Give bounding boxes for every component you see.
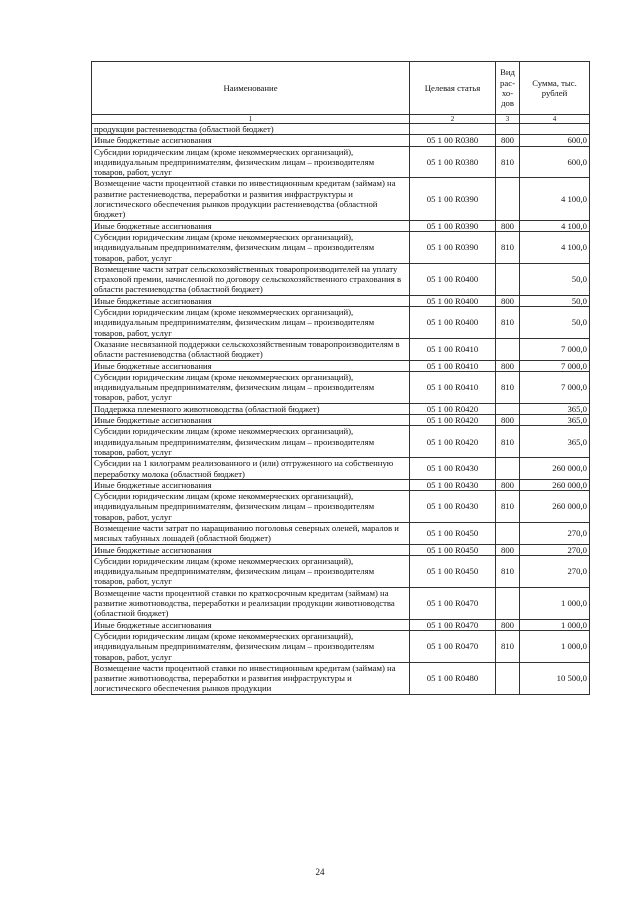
table-row — [92, 146, 590, 178]
cell-sum: 600,0 — [520, 146, 590, 178]
table-row — [92, 491, 590, 523]
cell-code: 05 1 00 R0420 — [410, 426, 496, 458]
cell-type: 800 — [496, 619, 520, 630]
cell-code: 05 1 00 R0410 — [410, 338, 496, 360]
table-row — [92, 360, 590, 371]
budget-table — [91, 61, 590, 695]
cell-sum: 260 000,0 — [520, 491, 590, 523]
cell-code: 05 1 00 R0450 — [410, 555, 496, 587]
table-body — [92, 124, 590, 695]
cell-name: Оказание несвязанной поддержки сельскохозяйственным товаропроизводителям в области растениеводства (областной бюджет) — [92, 338, 410, 360]
cell-type: 810 — [496, 371, 520, 403]
cell-sum: 7 000,0 — [520, 371, 590, 403]
cell-name: Иные бюджетные ассигнования — [92, 544, 410, 555]
cell-sum: 365,0 — [520, 403, 590, 414]
column-number: 1 — [92, 115, 410, 124]
cell-type: 800 — [496, 135, 520, 146]
cell-code: 05 1 00 R0400 — [410, 307, 496, 339]
header-name: Наименование — [92, 62, 410, 115]
cell-type: 800 — [496, 544, 520, 555]
cell-name: Возмещение части затрат сельскохозяйственных товаропроизводителей на уплату страховой премии, начисленной по договору сельскохозяйственного страхования в области растениеводства (областной бюджет) — [92, 263, 410, 295]
cell-code: 05 1 00 R0390 — [410, 231, 496, 263]
column-number: 3 — [496, 115, 520, 124]
cell-type — [496, 178, 520, 220]
cell-name: Субсидии юридическим лицам (кроме некоммерческих организаций), индивидуальным предпринимателям, физическим лицам – производителям товаров, работ, услуг — [92, 555, 410, 587]
cell-name: Субсидии юридическим лицам (кроме некоммерческих организаций), индивидуальным предпринимателям, физическим лицам – производителям товаров, работ, услуг — [92, 426, 410, 458]
cell-sum: 50,0 — [520, 295, 590, 306]
table-row — [92, 544, 590, 555]
cell-type: 810 — [496, 630, 520, 662]
cell-name: Возмещение части затрат по наращиванию поголовья северных оленей, маралов и мясных табунных лошадей (областной бюджет) — [92, 522, 410, 544]
cell-sum: 4 100,0 — [520, 231, 590, 263]
header-sum: Сумма, тыс. рублей — [520, 62, 590, 115]
cell-code: 05 1 00 R0420 — [410, 403, 496, 414]
cell-type: 810 — [496, 555, 520, 587]
cell-sum: 270,0 — [520, 555, 590, 587]
cell-name: Возмещение части процентной ставки по краткосрочным кредитам (займам) на развитие животноводства, переработки и реализации продукции животноводства (областной бюджет) — [92, 587, 410, 619]
page-number: 24 — [315, 867, 325, 877]
cell-sum — [520, 124, 590, 135]
cell-code: 05 1 00 R0380 — [410, 146, 496, 178]
cell-type: 810 — [496, 491, 520, 523]
cell-sum: 270,0 — [520, 522, 590, 544]
cell-code: 05 1 00 R0380 — [410, 135, 496, 146]
cell-name: Иные бюджетные ассигнования — [92, 220, 410, 231]
cell-type — [496, 662, 520, 694]
cell-name: Субсидии юридическим лицам (кроме некоммерческих организаций), индивидуальным предпринимателям, физическим лицам – производителям товаров, работ, услуг — [92, 630, 410, 662]
cell-code — [410, 124, 496, 135]
cell-name: Субсидии на 1 килограмм реализованного и (или) отгруженного на собственную переработку молока (областной бюджет) — [92, 458, 410, 480]
table-row — [92, 630, 590, 662]
cell-type: 800 — [496, 415, 520, 426]
cell-name: Иные бюджетные ассигнования — [92, 479, 410, 490]
cell-sum: 365,0 — [520, 415, 590, 426]
cell-sum: 260 000,0 — [520, 458, 590, 480]
cell-sum: 600,0 — [520, 135, 590, 146]
cell-sum: 50,0 — [520, 307, 590, 339]
table-row — [92, 178, 590, 220]
cell-name: Иные бюджетные ассигнования — [92, 135, 410, 146]
table-row — [92, 371, 590, 403]
table-row — [92, 619, 590, 630]
cell-type — [496, 587, 520, 619]
table-row — [92, 479, 590, 490]
cell-type — [496, 522, 520, 544]
column-number: 4 — [520, 115, 590, 124]
cell-code: 05 1 00 R0430 — [410, 458, 496, 480]
table-row — [92, 415, 590, 426]
table-row — [92, 426, 590, 458]
table-row — [92, 220, 590, 231]
cell-code: 05 1 00 R0410 — [410, 360, 496, 371]
cell-type — [496, 403, 520, 414]
cell-code: 05 1 00 R0450 — [410, 544, 496, 555]
table-row — [92, 307, 590, 339]
table-row — [92, 231, 590, 263]
cell-type: 810 — [496, 426, 520, 458]
table-row — [92, 522, 590, 544]
table-header — [92, 62, 590, 124]
column-number: 2 — [410, 115, 496, 124]
cell-code: 05 1 00 R0410 — [410, 371, 496, 403]
cell-type — [496, 458, 520, 480]
cell-name: продукции растениеводства (областной бюджет) — [92, 124, 410, 135]
cell-type: 810 — [496, 231, 520, 263]
cell-code: 05 1 00 R0400 — [410, 295, 496, 306]
cell-sum: 365,0 — [520, 426, 590, 458]
table-row — [92, 263, 590, 295]
cell-sum: 4 100,0 — [520, 220, 590, 231]
table-row — [92, 124, 590, 135]
cell-name: Субсидии юридическим лицам (кроме некоммерческих организаций), индивидуальным предпринимателям, физическим лицам – производителям товаров, работ, услуг — [92, 371, 410, 403]
cell-sum: 4 100,0 — [520, 178, 590, 220]
table-row — [92, 662, 590, 694]
cell-type: 810 — [496, 146, 520, 178]
cell-sum: 7 000,0 — [520, 338, 590, 360]
cell-code: 05 1 00 R0470 — [410, 619, 496, 630]
cell-sum: 260 000,0 — [520, 479, 590, 490]
cell-name: Субсидии юридическим лицам (кроме некоммерческих организаций), индивидуальным предпринимателям, физическим лицам – производителям товаров, работ, услуг — [92, 231, 410, 263]
cell-sum: 1 000,0 — [520, 630, 590, 662]
cell-name: Субсидии юридическим лицам (кроме некоммерческих организаций), индивидуальным предпринимателям, физическим лицам – производителям товаров, работ, услуг — [92, 307, 410, 339]
cell-sum: 10 500,0 — [520, 662, 590, 694]
cell-code: 05 1 00 R0390 — [410, 220, 496, 231]
cell-code: 05 1 00 R0470 — [410, 630, 496, 662]
table-row — [92, 403, 590, 414]
cell-type — [496, 338, 520, 360]
cell-name: Иные бюджетные ассигнования — [92, 295, 410, 306]
cell-type: 800 — [496, 220, 520, 231]
cell-sum: 1 000,0 — [520, 619, 590, 630]
cell-sum: 7 000,0 — [520, 360, 590, 371]
cell-sum: 1 000,0 — [520, 587, 590, 619]
cell-code: 05 1 00 R0390 — [410, 178, 496, 220]
table-row — [92, 295, 590, 306]
table-row — [92, 555, 590, 587]
header-type: Вид рас-хо-дов — [496, 62, 520, 115]
cell-type: 800 — [496, 479, 520, 490]
table-row — [92, 338, 590, 360]
cell-code: 05 1 00 R0450 — [410, 522, 496, 544]
cell-sum: 50,0 — [520, 263, 590, 295]
cell-type — [496, 124, 520, 135]
table-row — [92, 135, 590, 146]
cell-code: 05 1 00 R0430 — [410, 479, 496, 490]
cell-code: 05 1 00 R0420 — [410, 415, 496, 426]
cell-name: Иные бюджетные ассигнования — [92, 415, 410, 426]
cell-code: 05 1 00 R0480 — [410, 662, 496, 694]
cell-type: 810 — [496, 307, 520, 339]
cell-name: Поддержка племенного животноводства (областной бюджет) — [92, 403, 410, 414]
cell-type — [496, 263, 520, 295]
cell-name: Возмещение части процентной ставки по инвестиционным кредитам (займам) на развитие животноводства, переработки и развития инфраструктуры и логистического обеспечения рынков продукции — [92, 662, 410, 694]
cell-name: Иные бюджетные ассигнования — [92, 360, 410, 371]
cell-name: Возмещение части процентной ставки по инвестиционным кредитам (займам) на развитие растениеводства, переработки и развития инфраструктуры и логистического обеспечения рынков продукции растениеводства (областной бюджет) — [92, 178, 410, 220]
cell-type: 800 — [496, 360, 520, 371]
cell-code: 05 1 00 R0470 — [410, 587, 496, 619]
cell-name: Иные бюджетные ассигнования — [92, 619, 410, 630]
table-row — [92, 587, 590, 619]
cell-type: 800 — [496, 295, 520, 306]
cell-code: 05 1 00 R0400 — [410, 263, 496, 295]
cell-name: Субсидии юридическим лицам (кроме некоммерческих организаций), индивидуальным предпринимателям, физическим лицам – производителям товаров, работ, услуг — [92, 491, 410, 523]
table-row — [92, 458, 590, 480]
column-number-row — [92, 115, 590, 124]
header-code: Целевая статья — [410, 62, 496, 115]
cell-sum: 270,0 — [520, 544, 590, 555]
cell-code: 05 1 00 R0430 — [410, 491, 496, 523]
cell-name: Субсидии юридическим лицам (кроме некоммерческих организаций), индивидуальным предпринимателям, физическим лицам – производителям товаров, работ, услуг — [92, 146, 410, 178]
